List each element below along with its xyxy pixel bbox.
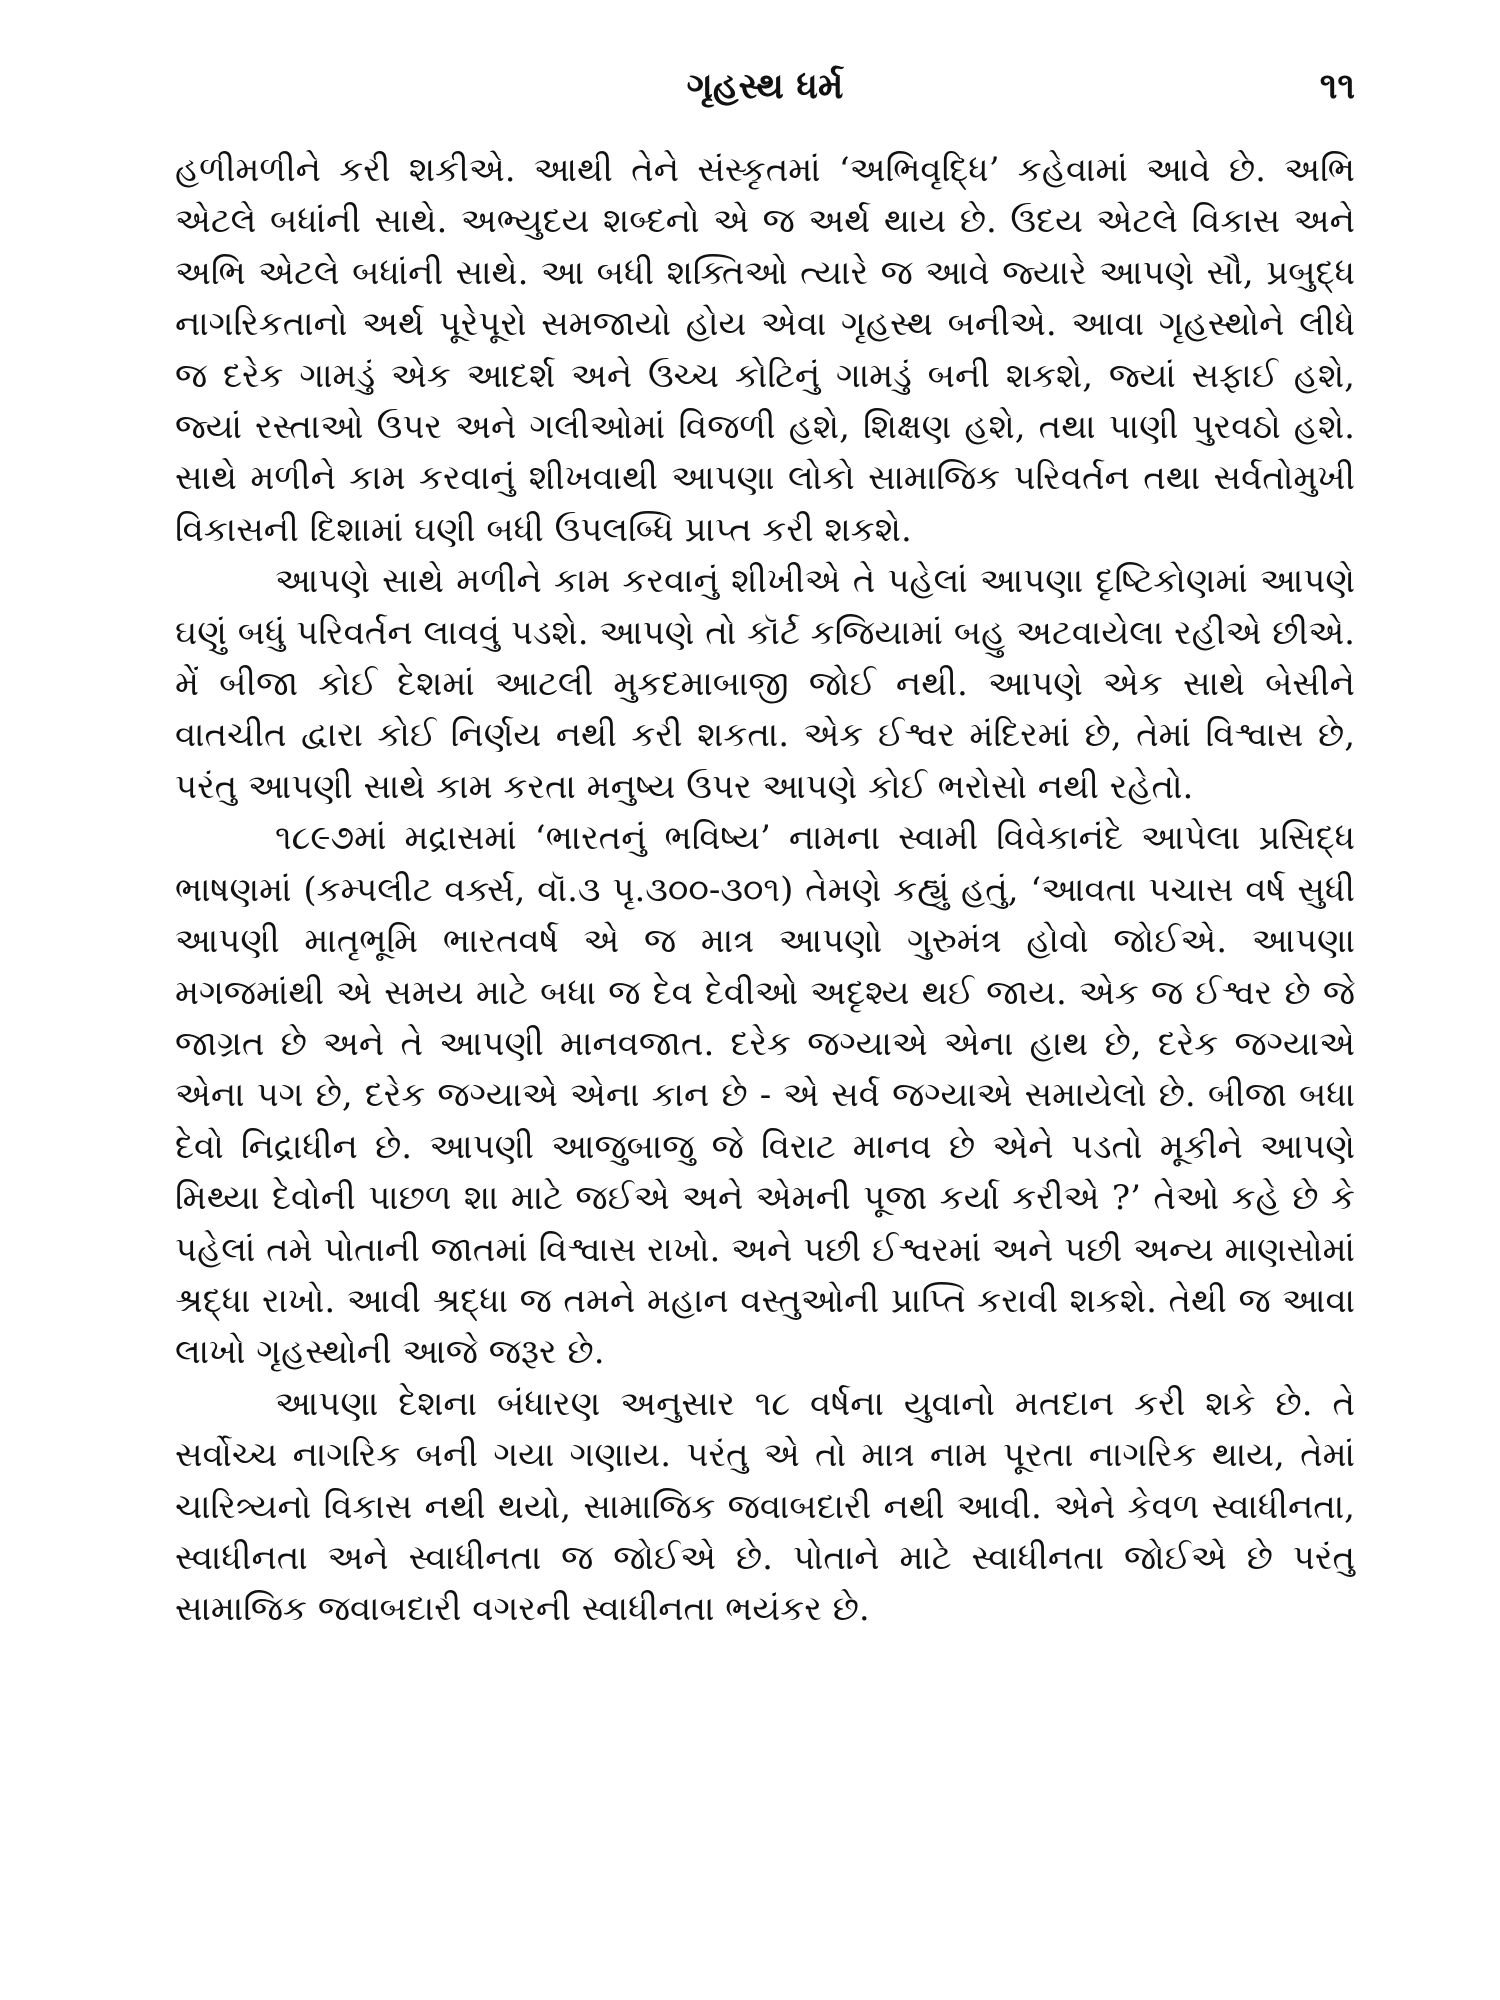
paragraph: હળીમળીને કરી શકીએ. આથી તેને સંસ્કૃતમાં ‘અભિવૃદ્ધિ’ કહેવામાં આવે છે. અભિ એટલે બધાંની સાથે. અભ્યુદય શબ્દનો એ જ અર્થ થાય છે. ઉદય એટલે વિકાસ અને અભિ એટલે બધાંની સાથે. આ બધી શક્તિઓ ત્યારે જ આવે જ્યારે આપણે સૌ, પ્રબુદ્ધ નાગરિકતાનો અર્થ પૂરેપૂરો સમજાયો હોય એવા ગૃહસ્થ બનીએ. આવા ગૃહસ્થોને લીધે જ દરેક ગામડું એક આદર્શ અને ઉચ્ચ કોટિનું ગામડું બની શકશે, જ્યાં સફાઈ હશે, જ્યાં રસ્તાઓ ઉપર અને ગલીઓમાં વિજળી હશે, શિક્ષણ હશે, તથા પાણી પુરવઠો હશે. સાથે મળીને કામ કરવાનું શીખવાથી આપણા લોકો સામાજિક પરિવર્તન તથા સર્વતોમુખી વિકાસની દિશામાં ઘણી બધી ઉપલબ્ધિ પ્રાપ્ત કરી શકશે. [175,150,1355,550]
running-title: ગૃહસ્થ ધર્મ [686,66,844,107]
page-header [175,62,1355,122]
paragraph: આપણા દેશના બંધારણ અનુસાર ૧૮ વર્ષના યુવાનો મતદાન કરી શકે છે. તે સર્વોચ્ચ નાગરિક બની ગયા ગણાય. પરંતુ એ તો માત્ર નામ પૂરતા નાગરિક થાય, તેમાં ચારિત્ર્યનો વિકાસ નથી થયો, સામાજિક જવાબદારી નથી આવી. એને કેવળ સ્વાધીનતા, સ્વાધીનતા અને સ્વાધીનતા જ જોઈએ છે. પોતાને માટે સ્વાધીનતા જોઈએ છે પરંતુ સામાજિક જવાબદારી વગરની સ્વાધીનતા ભયંકર છે. [175,1383,1355,1630]
paragraph: ૧૮૯૭માં મદ્રાસમાં ‘ભારતનું ભવિષ્ય’ નામના સ્વામી વિવેકાનંદે આપેલા પ્રસિદ્ધ ભાષણમાં (કમ્પલીટ વર્ક્સ, વૉ.૩ પૃ.૩૦૦-૩૦૧) તેમણે કહ્યું હતું, ‘આવતા પચાસ વર્ષ સુધી આપણી માતૃભૂમિ ભારતવર્ષ એ જ માત્ર આપણો ગુરુમંત્ર હોવો જોઈએ. આપણા મગજમાંથી એ સમય માટે બધા જ દેવ દેવીઓ અદૃશ્ય થઈ જાય. એક જ ઈશ્વર છે જે જાગ્રત છે અને તે આપણી માનવજાત. દરેક જગ્યાએ એના હાથ છે, દરેક જગ્યાએ એના પગ છે, દરેક જગ્યાએ એના કાન છે - એ સર્વ જગ્યાએ સમાયેલો છે. બીજા બધા દેવો નિદ્રાધીન છે. આપણી આજુબાજુ જે વિરાટ માનવ છે એને પડતો મૂકીને આપણે મિથ્યા દેવોની પાછળ શા માટે જઈએ અને એમની પૂજા કર્યા કરીએ ?’ તેઓ કહે છે કે પહેલાં તમે પોતાની જાતમાં વિશ્વાસ રાખો. અને પછી ઈશ્વરમાં અને પછી અન્ય માણસોમાં શ્રદ્ધા રાખો. આવી શ્રદ્ધા જ તમને મહાન વસ્તુઓની પ્રાપ્તિ કરાવી શકશે. તેથી જ આવા લાખો ગૃહસ્થોની આજે જરૂર છે. [175,818,1355,1373]
body-text [175,145,1355,1636]
paragraph: આપણે સાથે મળીને કામ કરવાનું શીખીએ તે પહેલાં આપણા દૃષ્ટિકોણમાં આપણે ઘણું બધું પરિવર્તન લાવવું પડશે. આપણે તો કૉર્ટ કજિયામાં બહુ અટવાયેલા રહીએ છીએ. મેં બીજા કોઈ દેશમાં આટલી મુકદમાબાજી જોઈ નથી. આપણે એક સાથે બેસીને વાતચીત દ્વારા કોઈ નિર્ણય નથી કરી શકતા. એક ઈશ્વર મંદિરમાં છે, તેમાં વિશ્વાસ છે, પરંતુ આપણી સાથે કામ કરતા મનુષ્ય ઉપર આપણે કોઈ ભરોસો નથી રહેતો. [175,561,1355,807]
page-number: ૧૧ [1319,66,1355,107]
